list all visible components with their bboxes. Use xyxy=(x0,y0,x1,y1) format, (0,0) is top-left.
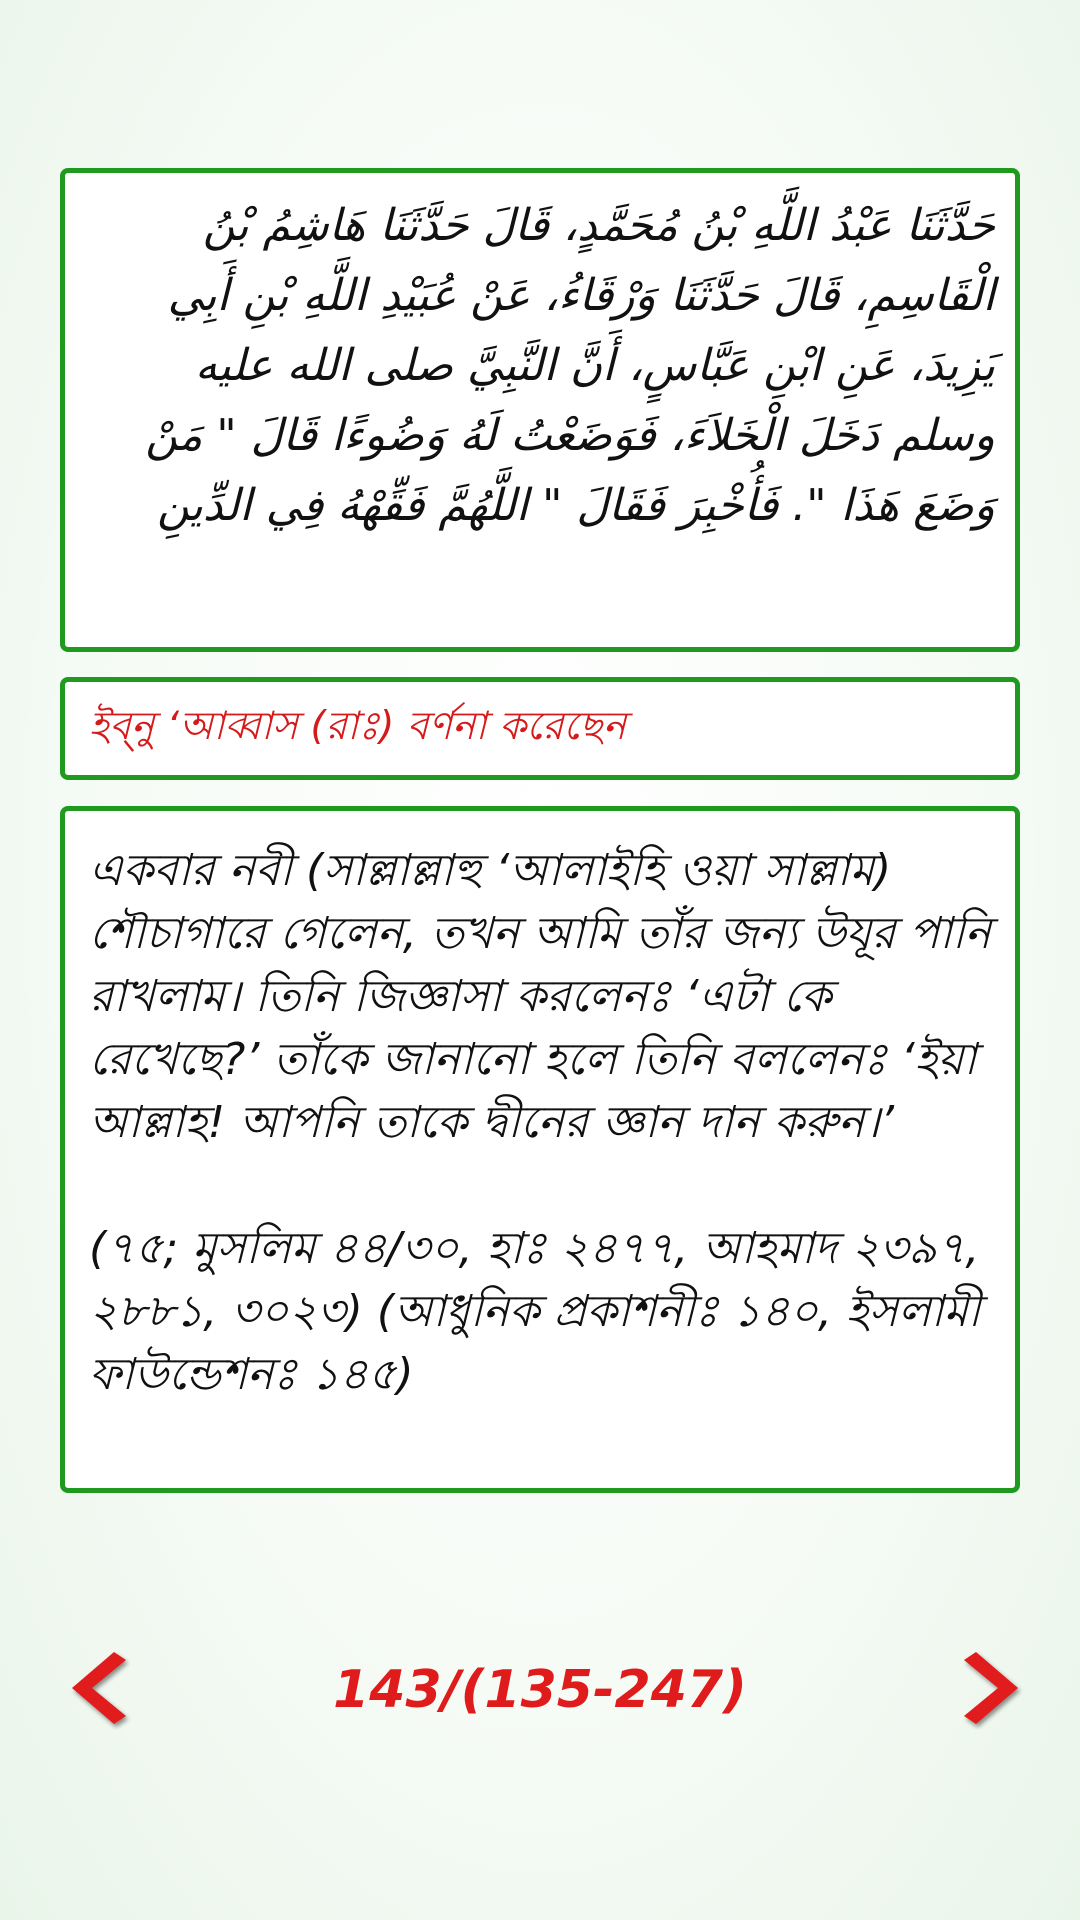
chevron-right-icon xyxy=(956,1646,1026,1730)
translation-card xyxy=(60,806,1020,1493)
narrator-card xyxy=(60,677,1020,780)
narrator-label: ইব্‌নু ‘আব্বাস (রাঃ) বর্ণনা করেছেন xyxy=(89,704,626,749)
previous-hadith-button[interactable] xyxy=(64,1646,134,1730)
bengali-translation-text: একবার নবী (সাল্লাল্লাহু ‘আলাইহি ওয়া সাল্লাম) শৌচাগারে গেলেন, তখন আমি তাঁর জন্য উযূর পানি রাখলাম। তিনি জিজ্ঞাসা করলেনঃ ‘এটা কে রেখেছে?’ তাঁকে জানানো হলে তিনি বললেনঃ ‘ইয়া আল্লাহ! আপনি তাকে দ্বীনের জ্ঞান দান করুন।’ xyxy=(89,845,991,1148)
next-hadith-button[interactable] xyxy=(956,1646,1026,1730)
chevron-left-icon xyxy=(64,1646,134,1730)
arabic-hadith-text: حَدَّثَنَا عَبْدُ اللَّهِ بْنُ مُحَمَّدٍ، قَالَ حَدَّثَنَا هَاشِمُ بْنُ الْقَاسِمِ، قَالَ حَدَّثَنَا وَرْقَاءُ، عَنْ عُبَيْدِ اللَّهِ بْنِ أَبِي يَزِيدَ، عَنِ ابْنِ عَبَّاسٍ، أَنَّ النَّبِيَّ صلى الله عليه وسلم دَخَلَ الْخَلاَءَ، فَوَضَعْتُ لَهُ وَضُوءًا قَالَ " مَنْ وَضَعَ هَذَا ". فَأُخْبِرَ فَقَالَ " اللَّهُمَّ فَقِّهْهُ فِي الدِّينِ xyxy=(145,200,995,531)
hadith-page-indicator: 143/(135-247) xyxy=(333,1660,747,1720)
arabic-text-card xyxy=(60,168,1020,652)
hadith-reference-text: (৭৫; মুসলিম ৪৪/৩০, হাঃ ২৪৭৭, আহমাদ ২৩৯৭, ২৮৮১, ৩০২৩) (আধুনিক প্রকাশনীঃ ১৪০, ইসলামী ফাউন্ডেশনঃ ১৪৫) xyxy=(89,1223,981,1400)
